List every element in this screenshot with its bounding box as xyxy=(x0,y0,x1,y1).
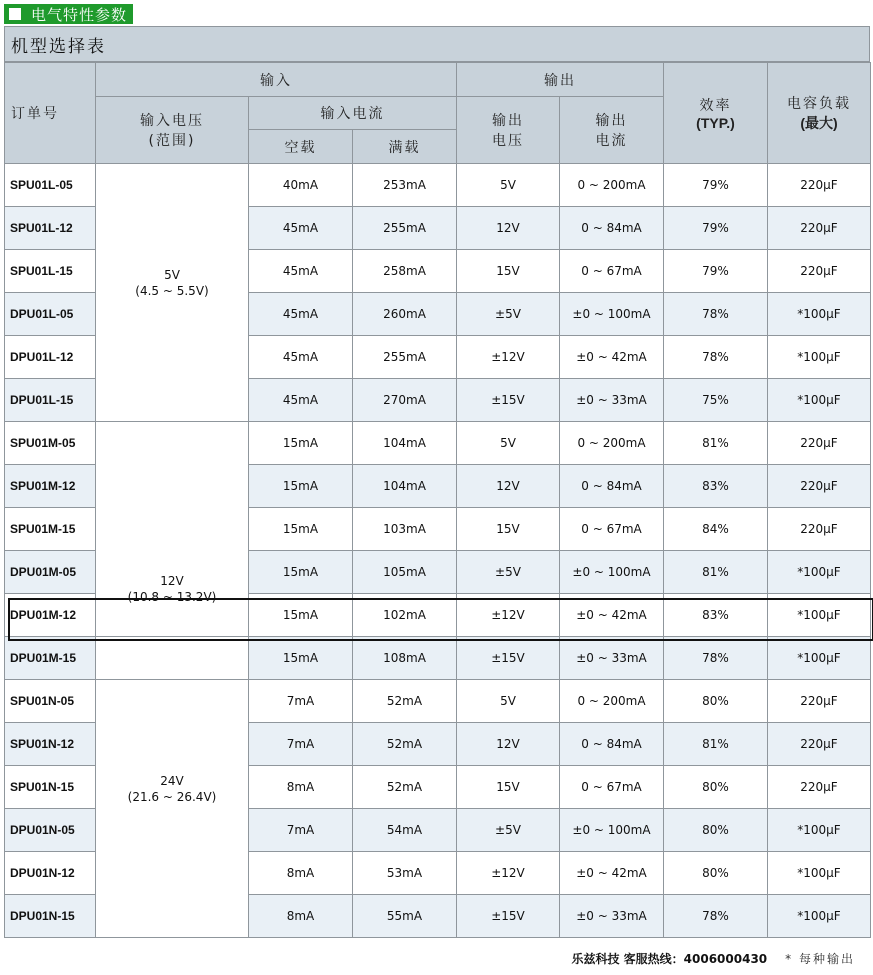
vout-cell: ±15V xyxy=(457,637,560,680)
header-cap-load-label: 电容负载 xyxy=(787,96,851,112)
header-input-voltage-sub: (范围) xyxy=(148,133,196,149)
input-voltage-value: 24V xyxy=(160,773,184,788)
noload-cell: 15mA xyxy=(249,508,353,551)
section-tag-label: 电气特性参数 xyxy=(31,5,128,24)
header-input: 输入 xyxy=(96,63,457,97)
cap-cell: 220µF xyxy=(768,680,871,723)
eff-cell: 79% xyxy=(664,207,768,250)
fullload-cell: 53mA xyxy=(353,852,457,895)
iout-cell: ±0 ~ 100mA xyxy=(560,551,664,594)
model-cell: DPU01N-15 xyxy=(5,895,96,938)
vout-cell: ±12V xyxy=(457,594,560,637)
table-row xyxy=(5,680,871,723)
iout-cell: 0 ~ 84mA xyxy=(560,465,664,508)
eff-cell: 81% xyxy=(664,422,768,465)
iout-cell: 0 ~ 84mA xyxy=(560,723,664,766)
table-row xyxy=(5,164,871,207)
vout-cell: ±5V xyxy=(457,551,560,594)
cap-cell: 220µF xyxy=(768,250,871,293)
cap-cell: 220µF xyxy=(768,164,871,207)
noload-cell: 8mA xyxy=(249,852,353,895)
model-cell: DPU01M-05 xyxy=(5,551,96,594)
model-cell: SPU01M-12 xyxy=(5,465,96,508)
model-cell: DPU01N-05 xyxy=(5,809,96,852)
vout-cell: 5V xyxy=(457,164,560,207)
input-voltage-range: (4.5 ~ 5.5V) xyxy=(135,283,209,298)
noload-cell: 45mA xyxy=(249,336,353,379)
vout-cell: 5V xyxy=(457,422,560,465)
input-voltage-range: (21.6 ~ 26.4V) xyxy=(127,789,217,804)
vout-cell: ±12V xyxy=(457,336,560,379)
fullload-cell: 103mA xyxy=(353,508,457,551)
noload-cell: 15mA xyxy=(249,465,353,508)
noload-cell: 8mA xyxy=(249,895,353,938)
eff-cell: 80% xyxy=(664,680,768,723)
model-cell: SPU01L-15 xyxy=(5,250,96,293)
eff-cell: 81% xyxy=(664,551,768,594)
eff-cell: 81% xyxy=(664,723,768,766)
fullload-cell: 260mA xyxy=(353,293,457,336)
model-cell: SPU01L-05 xyxy=(5,164,96,207)
input-voltage-cell xyxy=(96,422,249,637)
cap-cell: 220µF xyxy=(768,465,871,508)
cap-cell: 220µF xyxy=(768,207,871,250)
square-icon xyxy=(9,8,21,20)
header-no-load: 空载 xyxy=(249,130,353,164)
iout-cell: 0 ~ 67mA xyxy=(560,508,664,551)
fullload-cell: 255mA xyxy=(353,207,457,250)
model-cell: SPU01M-05 xyxy=(5,422,96,465)
header-input-voltage xyxy=(96,97,249,164)
header-order-no: 订单号 xyxy=(5,63,96,164)
noload-cell: 45mA xyxy=(249,207,353,250)
vout-cell: 15V xyxy=(457,508,560,551)
fullload-cell: 255mA xyxy=(353,336,457,379)
input-voltage-cell xyxy=(96,164,249,422)
fullload-cell: 108mA xyxy=(353,637,457,680)
iout-cell: ±0 ~ 33mA xyxy=(560,379,664,422)
header-output-voltage-l2: 电压 xyxy=(492,133,524,149)
hotline-text: 乐兹科技 客服热线：4006000430 xyxy=(571,952,768,966)
vout-cell: 15V xyxy=(457,250,560,293)
header-output-current-l1: 输出 xyxy=(595,113,628,129)
iout-cell: 0 ~ 67mA xyxy=(560,766,664,809)
cap-cell: *100µF xyxy=(768,637,871,680)
eff-cell: 78% xyxy=(664,336,768,379)
input-voltage-range: (10.8 ~ 13.2V) xyxy=(127,590,217,604)
header-output: 输出 xyxy=(457,63,664,97)
header-output-voltage-l1: 输出 xyxy=(492,113,524,129)
fullload-cell: 54mA xyxy=(353,809,457,852)
iout-cell: ±0 ~ 100mA xyxy=(560,293,664,336)
iout-cell: 0 ~ 200mA xyxy=(560,422,664,465)
footnote-text: * 每种输出 xyxy=(785,952,855,966)
header-output-current xyxy=(560,97,664,164)
table-title: 机型选择表 xyxy=(4,26,870,62)
noload-cell: 15mA xyxy=(249,637,353,680)
iout-cell: ±0 ~ 42mA xyxy=(560,336,664,379)
model-cell: SPU01L-12 xyxy=(5,207,96,250)
eff-cell: 83% xyxy=(664,594,768,637)
eff-cell: 83% xyxy=(664,465,768,508)
noload-cell: 40mA xyxy=(249,164,353,207)
noload-cell: 15mA xyxy=(249,594,353,637)
header-cap-load-sub: (最大) xyxy=(800,115,838,131)
noload-cell: 15mA xyxy=(249,551,353,594)
model-cell: SPU01N-05 xyxy=(5,680,96,723)
cap-cell: *100µF xyxy=(768,852,871,895)
cap-cell: *100µF xyxy=(768,379,871,422)
eff-cell: 80% xyxy=(664,852,768,895)
vout-cell: 12V xyxy=(457,207,560,250)
eff-cell: 78% xyxy=(664,637,768,680)
vout-cell: ±5V xyxy=(457,293,560,336)
header-efficiency-label: 效率 xyxy=(699,98,732,114)
fullload-cell: 105mA xyxy=(353,551,457,594)
vout-cell: ±15V xyxy=(457,379,560,422)
iout-cell: 0 ~ 67mA xyxy=(560,250,664,293)
model-cell: SPU01M-15 xyxy=(5,508,96,551)
iout-cell: ±0 ~ 100mA xyxy=(560,809,664,852)
eff-cell: 78% xyxy=(664,895,768,938)
cap-cell: *100µF xyxy=(768,551,871,594)
noload-cell: 8mA xyxy=(249,766,353,809)
fullload-cell: 258mA xyxy=(353,250,457,293)
cap-cell: 220µF xyxy=(768,422,871,465)
cap-cell: *100µF xyxy=(768,594,871,637)
fullload-cell: 102mA xyxy=(353,594,457,637)
cap-cell: *100µF xyxy=(768,809,871,852)
fullload-cell: 270mA xyxy=(353,379,457,422)
input-voltage-cell-empty xyxy=(96,637,249,680)
noload-cell: 45mA xyxy=(249,379,353,422)
cap-cell: 220µF xyxy=(768,723,871,766)
cap-cell: *100µF xyxy=(768,336,871,379)
noload-cell: 7mA xyxy=(249,680,353,723)
iout-cell: 0 ~ 84mA xyxy=(560,207,664,250)
header-output-current-l2: 电流 xyxy=(595,133,628,149)
header-full-load: 满载 xyxy=(353,130,457,164)
eff-cell: 79% xyxy=(664,250,768,293)
vout-cell: ±5V xyxy=(457,809,560,852)
fullload-cell: 55mA xyxy=(353,895,457,938)
header-cap-load xyxy=(768,63,871,164)
cap-cell: *100µF xyxy=(768,293,871,336)
eff-cell: 78% xyxy=(664,293,768,336)
iout-cell: ±0 ~ 42mA xyxy=(560,594,664,637)
fullload-cell: 104mA xyxy=(353,422,457,465)
table-row xyxy=(5,637,871,680)
model-cell: DPU01L-12 xyxy=(5,336,96,379)
iout-cell: 0 ~ 200mA xyxy=(560,680,664,723)
eff-cell: 84% xyxy=(664,508,768,551)
vout-cell: ±12V xyxy=(457,852,560,895)
model-selection-table xyxy=(4,26,870,938)
input-voltage-cell xyxy=(96,680,249,938)
vout-cell: 5V xyxy=(457,680,560,723)
noload-cell: 7mA xyxy=(249,723,353,766)
header-efficiency-sub: (TYP.) xyxy=(696,115,735,131)
model-cell: DPU01N-12 xyxy=(5,852,96,895)
eff-cell: 80% xyxy=(664,766,768,809)
fullload-cell: 253mA xyxy=(353,164,457,207)
noload-cell: 45mA xyxy=(249,293,353,336)
header-input-voltage-label: 输入电压 xyxy=(140,113,204,129)
cap-cell: *100µF xyxy=(768,895,871,938)
noload-cell: 7mA xyxy=(249,809,353,852)
header-output-voltage xyxy=(457,97,560,164)
table-row xyxy=(5,422,871,465)
fullload-cell: 52mA xyxy=(353,723,457,766)
iout-cell: ±0 ~ 33mA xyxy=(560,895,664,938)
cap-cell: 220µF xyxy=(768,766,871,809)
eff-cell: 79% xyxy=(664,164,768,207)
fullload-cell: 104mA xyxy=(353,465,457,508)
model-cell: DPU01L-05 xyxy=(5,293,96,336)
model-cell: SPU01N-12 xyxy=(5,723,96,766)
model-cell: DPU01L-15 xyxy=(5,379,96,422)
fullload-cell: 52mA xyxy=(353,766,457,809)
eff-cell: 75% xyxy=(664,379,768,422)
model-cell: DPU01M-12 xyxy=(5,594,96,637)
header-efficiency xyxy=(664,63,768,164)
iout-cell: ±0 ~ 42mA xyxy=(560,852,664,895)
model-cell: SPU01N-15 xyxy=(5,766,96,809)
header-input-current: 输入电流 xyxy=(249,97,457,130)
eff-cell: 80% xyxy=(664,809,768,852)
noload-cell: 15mA xyxy=(249,422,353,465)
cap-cell: 220µF xyxy=(768,508,871,551)
model-cell: DPU01M-15 xyxy=(5,637,96,680)
noload-cell: 45mA xyxy=(249,250,353,293)
input-voltage-value: 12V xyxy=(160,574,184,588)
vout-cell: 12V xyxy=(457,465,560,508)
vout-cell: 12V xyxy=(457,723,560,766)
spec-table xyxy=(4,62,871,938)
iout-cell: 0 ~ 200mA xyxy=(560,164,664,207)
vout-cell: 15V xyxy=(457,766,560,809)
iout-cell: ±0 ~ 33mA xyxy=(560,637,664,680)
vout-cell: ±15V xyxy=(457,895,560,938)
fullload-cell: 52mA xyxy=(353,680,457,723)
input-voltage-value: 5V xyxy=(164,267,180,282)
section-tag xyxy=(4,4,133,24)
footer xyxy=(571,950,855,967)
